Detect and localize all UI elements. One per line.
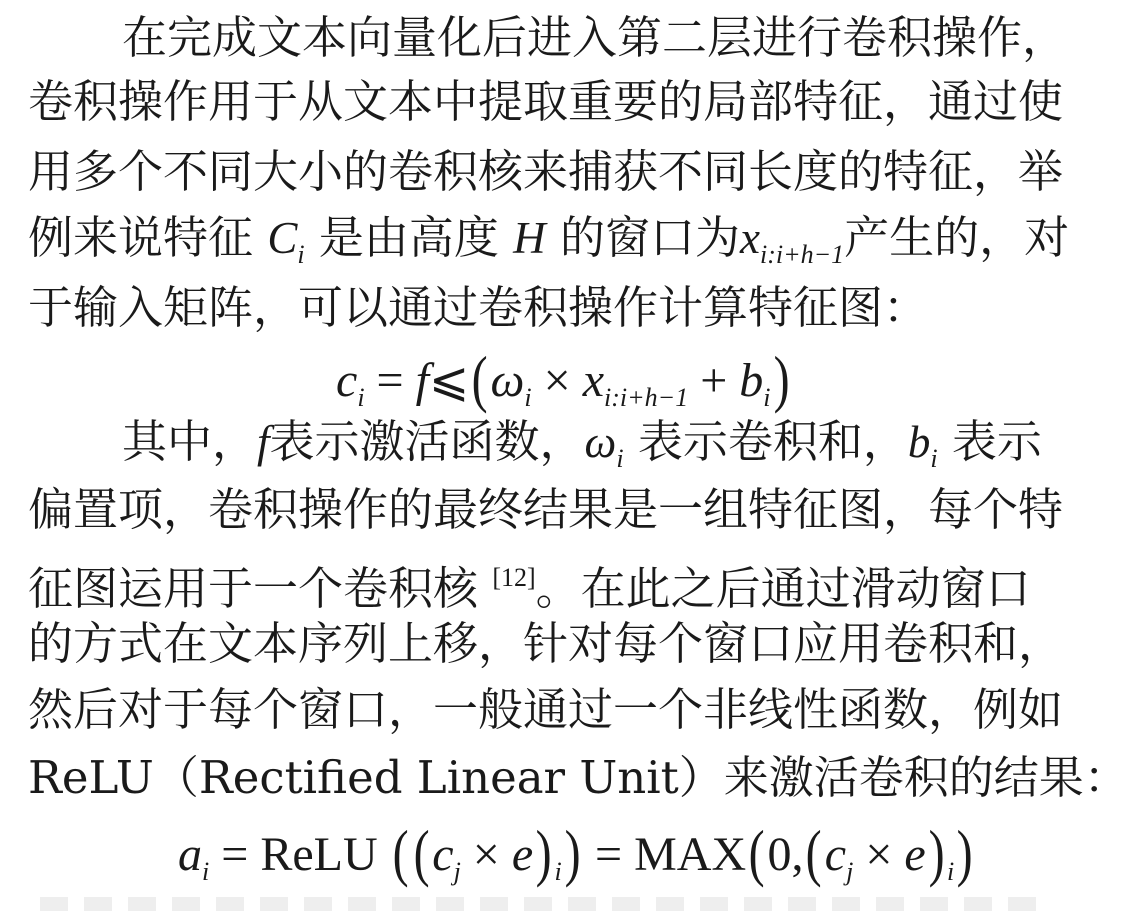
- text-segment: 。在此之后通过滑动窗口: [535, 562, 1031, 615]
- paragraph-1-line-4: [28, 206, 1069, 270]
- text-segment: 其中，: [122, 415, 258, 468]
- eq-f: f: [415, 354, 429, 407]
- math-var-b: b: [907, 417, 931, 467]
- text-segment: 例来说特征: [28, 211, 268, 264]
- eq-c-subscript: j: [453, 857, 461, 886]
- paragraph-2-line-3: [28, 546, 1031, 615]
- math-var-C: C: [267, 213, 298, 263]
- eq-equals: =: [364, 354, 416, 407]
- text-segment: 表示激活函数，: [269, 415, 585, 468]
- text-segment: 产生的，对: [844, 211, 1070, 264]
- eq-plus: +: [688, 354, 740, 407]
- eq-omega-subscript: i: [524, 383, 532, 412]
- eq-zero: 0,: [767, 828, 804, 881]
- eq-lhs: c: [336, 354, 358, 407]
- text-segment: 的窗口为: [545, 211, 740, 264]
- paragraph-1-line-1: 在完成文本向量化后进入第二层进行卷积操作，: [122, 11, 1068, 64]
- eq-times: ×: [853, 828, 905, 881]
- right-paren: ): [956, 817, 973, 888]
- eq-x-subscript: i:i+h−1: [604, 383, 689, 412]
- left-paren: (: [806, 817, 823, 888]
- eq-e: e: [511, 828, 534, 881]
- eq-c: c: [432, 828, 454, 881]
- eq-c-subscript: j: [846, 857, 854, 886]
- eq-relu: ReLU: [260, 828, 378, 881]
- eq-omega: ω: [490, 354, 525, 407]
- paragraph-2-line-1: [122, 410, 1042, 474]
- eq-b-subscript: i: [763, 383, 771, 412]
- math-var-f: f: [257, 417, 270, 467]
- math-subscript: i: [297, 240, 305, 269]
- cutoff-text-line: [40, 896, 1100, 913]
- eq-lhs-subscript: i: [202, 857, 210, 886]
- eq-b: b: [739, 354, 764, 407]
- eq-times: ×: [460, 828, 512, 881]
- eq-x: x: [582, 354, 605, 407]
- math-var-H: H: [513, 213, 546, 263]
- paragraph-2-line-4: 的方式在文本序列上移，针对每个窗口应用卷积和，: [28, 617, 1064, 670]
- eq-equals: =: [583, 828, 635, 881]
- eq-c: c: [824, 828, 847, 881]
- math-subscript: i: [616, 444, 624, 473]
- text-segment: 表示: [937, 415, 1042, 468]
- text-segment: 表示卷积和，: [623, 415, 908, 468]
- equation-relu: [178, 816, 976, 890]
- right-paren: ): [928, 817, 945, 888]
- eq-leq: ⩽: [428, 354, 470, 407]
- left-paren: (: [413, 817, 430, 888]
- right-paren: ): [535, 817, 552, 888]
- paragraph-2-line-6: ReLU（Rectified Linear Unit）来激活卷积的结果：: [28, 751, 1129, 804]
- eq-outer-subscript: i: [947, 857, 955, 886]
- text-segment: 征图运用于一个卷积核: [28, 562, 493, 615]
- math-subscript: i: [930, 444, 938, 473]
- paragraph-2-line-2: 偏置项，卷积操作的最终结果是一组特征图，每个特: [28, 483, 1064, 536]
- eq-equals: =: [209, 828, 261, 881]
- text-segment: 是由高度: [304, 211, 514, 264]
- paragraph-1-line-3: 用多个不同大小的卷积核来捕获不同长度的特征，举: [28, 145, 1064, 198]
- eq-times: ×: [531, 354, 583, 407]
- math-subscript: i:i+h−1: [759, 240, 845, 269]
- right-paren: ): [773, 343, 790, 414]
- citation-ref: [12]: [492, 563, 536, 592]
- equation-convolution: [336, 342, 792, 416]
- left-paren: (: [392, 817, 409, 888]
- eq-e: e: [904, 828, 926, 881]
- eq-lhs-subscript: i: [357, 383, 365, 412]
- math-var-omega: ω: [584, 417, 617, 467]
- left-paren: (: [471, 343, 488, 414]
- paragraph-1-line-5: 于输入矩阵，可以通过卷积操作计算特征图：: [28, 281, 929, 334]
- right-paren: ): [564, 817, 581, 888]
- paragraph-2-line-5: 然后对于每个窗口，一般通过一个非线性函数，例如: [28, 683, 1064, 736]
- math-var-x: x: [739, 213, 760, 263]
- eq-lhs: a: [178, 828, 202, 881]
- eq-outer-subscript: i: [554, 857, 562, 886]
- eq-max: MAX: [634, 828, 747, 881]
- left-paren: (: [748, 817, 765, 888]
- paragraph-1-line-2: 卷积操作用于从文本中提取重要的局部特征，通过使: [28, 75, 1064, 128]
